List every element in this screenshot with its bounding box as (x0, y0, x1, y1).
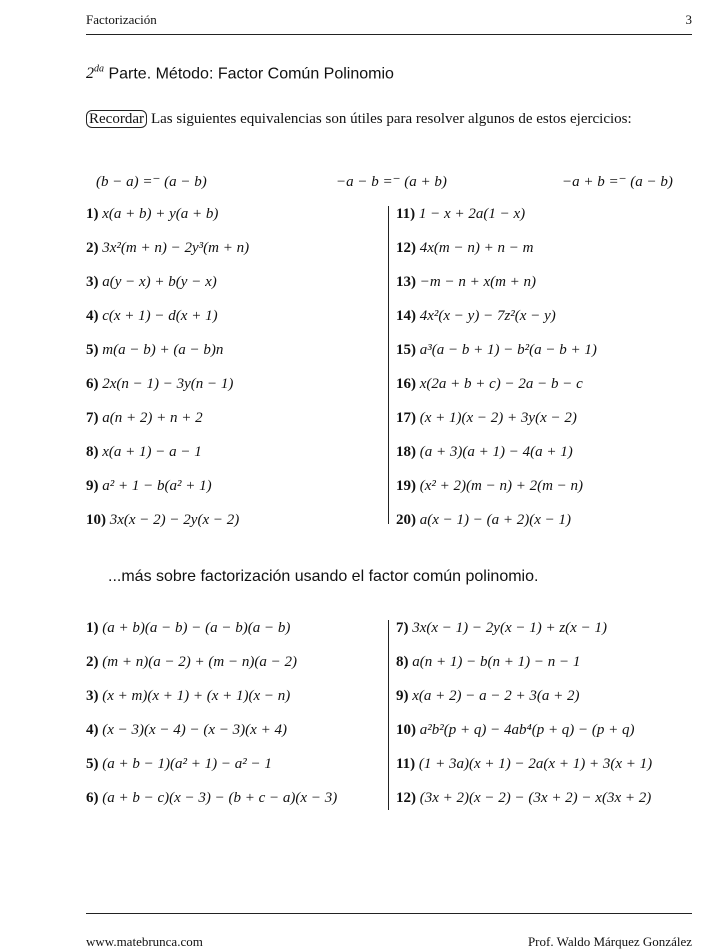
section-title (86, 64, 394, 83)
more-exercises-heading: ...más sobre factorización usando el factor común polinomio. (108, 568, 539, 585)
footer-website: www.matebrunca.com (86, 934, 203, 949)
exercise-item (86, 274, 217, 291)
exercise-item (86, 410, 203, 427)
exercise-row (86, 444, 692, 468)
exercise-expression: (x − 3)(x − 4) − (x − 3)(x + 4) (102, 722, 287, 738)
exercise-item (396, 376, 583, 393)
column-divider-2 (388, 620, 389, 810)
exercise-item (86, 688, 290, 705)
exercise-expression: x(2a + b + c) − 2a − b − c (419, 376, 583, 392)
exercise-number: 11) (396, 206, 416, 222)
exercise-item (396, 654, 580, 671)
exercise-number: 2) (86, 654, 99, 670)
reminder-paragraph (86, 108, 692, 131)
exercise-item (86, 376, 233, 393)
exercise-item (396, 308, 556, 325)
exercise-item (86, 342, 223, 359)
exercise-number: 5) (86, 756, 99, 772)
exercise-number: 16) (396, 376, 416, 392)
exercise-number: 17) (396, 410, 416, 426)
exercise-item (396, 240, 533, 257)
exercise-item (86, 308, 218, 325)
exercise-number: 10) (396, 722, 416, 738)
exercise-item (396, 790, 651, 807)
exercise-expression: (a + b − 1)(a² + 1) − a² − 1 (102, 756, 272, 772)
exercise-expression: −m − n + x(m + n) (419, 274, 537, 290)
exercise-number: 11) (396, 756, 416, 772)
exercise-row (86, 342, 692, 366)
exercise-expression: (1 + 3a)(x + 1) − 2a(x + 1) + 3(x + 1) (418, 756, 653, 772)
exercise-number: 4) (86, 308, 99, 324)
exercise-item (396, 444, 573, 461)
column-divider-1 (388, 206, 389, 524)
exercise-expression: (x + m)(x + 1) + (x + 1)(x − n) (102, 688, 291, 704)
exercise-item (396, 342, 597, 359)
exercise-expression: (3x + 2)(x − 2) − (3x + 2) − x(3x + 2) (419, 790, 652, 806)
exercise-number: 7) (86, 410, 99, 426)
exercise-number: 9) (396, 688, 409, 704)
exercise-expression: (x² + 2)(m − n) + 2(m − n) (419, 478, 584, 494)
exercise-item (396, 410, 577, 427)
exercise-item (86, 620, 290, 637)
exercise-expression: (m + n)(a − 2) + (m − n)(a − 2) (102, 654, 297, 670)
exercise-expression: a(n + 2) + n + 2 (102, 410, 203, 426)
exercise-item (396, 512, 571, 529)
exercise-number: 13) (396, 274, 416, 290)
exercise-item (396, 274, 536, 291)
exercise-number: 3) (86, 274, 99, 290)
exercise-expression: 4x²(x − y) − 7z²(x − y) (419, 308, 556, 324)
exercise-item (86, 206, 218, 223)
exercise-expression: (x + 1)(x − 2) + 3y(x − 2) (419, 410, 577, 426)
exercise-item (396, 722, 635, 739)
exercise-item (396, 688, 580, 705)
exercise-number: 14) (396, 308, 416, 324)
exercise-number: 6) (86, 376, 99, 392)
exercise-expression: 1 − x + 2a(1 − x) (418, 206, 526, 222)
exercise-expression: 2x(n − 1) − 3y(n − 1) (102, 376, 234, 392)
exercise-item (86, 512, 239, 529)
exercise-number: 12) (396, 790, 416, 806)
section-title-text: Parte. Método: Factor Común Polinomio (108, 65, 394, 83)
exercise-expression: (a + b − c)(x − 3) − (b + c − a)(x − 3) (102, 790, 338, 806)
exercise-number: 1) (86, 206, 99, 222)
exercise-expression: x(a + b) + y(a + b) (102, 206, 219, 222)
exercise-expression: x(a + 1) − a − 1 (102, 444, 202, 460)
section-ordinal: $2^{da}$ (86, 64, 104, 83)
exercise-expression: a²b²(p + q) − 4ab⁴(p + q) − (p + q) (419, 722, 635, 738)
exercise-expression: (a + b)(a − b) − (a − b)(a − b) (102, 620, 291, 636)
exercise-expression: a² + 1 − b(a² + 1) (102, 478, 212, 494)
exercise-number: 8) (396, 654, 409, 670)
exercise-row (86, 478, 692, 502)
exercise-number: 4) (86, 722, 99, 738)
exercise-row (86, 410, 692, 434)
exercise-row (86, 376, 692, 400)
reminder-box-label: Recordar (86, 110, 147, 128)
exercise-row (86, 688, 692, 712)
reminder-text: Las siguientes equivalencias son útiles para resolver algunos de estos ejercicios: (150, 111, 632, 127)
exercise-row (86, 512, 692, 536)
exercise-number: 5) (86, 342, 99, 358)
page-footer (86, 913, 692, 949)
equivalence-1: (b − a) =⁻ (a − b) (96, 174, 207, 190)
page-number: 3 (685, 12, 692, 27)
exercise-row (86, 206, 692, 230)
exercise-item (86, 478, 212, 495)
exercise-item (396, 478, 583, 495)
exercise-expression: m(a − b) + (a − b)n (102, 342, 224, 358)
exercise-number: 2) (86, 240, 99, 256)
exercise-expression: c(x + 1) − d(x + 1) (102, 308, 218, 324)
exercise-expression: a³(a − b + 1) − b²(a − b + 1) (419, 342, 597, 358)
exercise-row (86, 240, 692, 264)
exercise-number: 18) (396, 444, 416, 460)
exercise-item (86, 756, 272, 773)
exercise-row (86, 756, 692, 780)
exercise-number: 6) (86, 790, 99, 806)
exercise-expression: (a + 3)(a + 1) − 4(a + 1) (419, 444, 573, 460)
exercise-item (86, 722, 287, 739)
exercise-expression: 4x(m − n) + n − m (419, 240, 534, 256)
exercise-expression: a(n + 1) − b(n + 1) − n − 1 (412, 654, 581, 670)
exercise-row (86, 654, 692, 678)
exercise-item (86, 240, 249, 257)
exercise-number: 7) (396, 620, 409, 636)
exercise-number: 9) (86, 478, 99, 494)
exercise-number: 20) (396, 512, 416, 528)
equivalence-3: −a + b =⁻ (a − b) (562, 174, 673, 190)
exercise-row (86, 308, 692, 332)
page-header (86, 12, 692, 35)
exercise-expression: x(a + 2) − a − 2 + 3(a + 2) (412, 688, 580, 704)
exercise-number: 10) (86, 512, 106, 528)
exercise-row (86, 722, 692, 746)
exercise-number: 1) (86, 620, 99, 636)
exercise-item (396, 756, 652, 773)
exercise-item (396, 206, 525, 223)
exercise-number: 8) (86, 444, 99, 460)
exercise-row (86, 274, 692, 298)
exercise-expression: a(x − 1) − (a + 2)(x − 1) (419, 512, 572, 528)
exercise-item (86, 444, 202, 461)
footer-author: Prof. Waldo Márquez González (527, 934, 692, 949)
exercise-expression: 3x(x − 2) − 2y(x − 2) (109, 512, 240, 528)
exercise-item (86, 790, 337, 807)
exercise-row (86, 790, 692, 814)
exercise-number: 3) (86, 688, 99, 704)
exercise-expression: a(y − x) + b(y − x) (102, 274, 217, 290)
exercise-item (396, 620, 607, 637)
exercise-number: 19) (396, 478, 416, 494)
exercise-expression: 3x(x − 1) − 2y(x − 1) + z(x − 1) (412, 620, 607, 636)
exercise-expression: 3x²(m + n) − 2y³(m + n) (102, 240, 250, 256)
header-title: Factorización (86, 12, 157, 27)
exercise-row (86, 620, 692, 644)
exercise-number: 12) (396, 240, 416, 256)
equivalence-2: −a − b =⁻ (a + b) (336, 174, 447, 190)
exercise-item (86, 654, 297, 671)
exercise-number: 15) (396, 342, 416, 358)
